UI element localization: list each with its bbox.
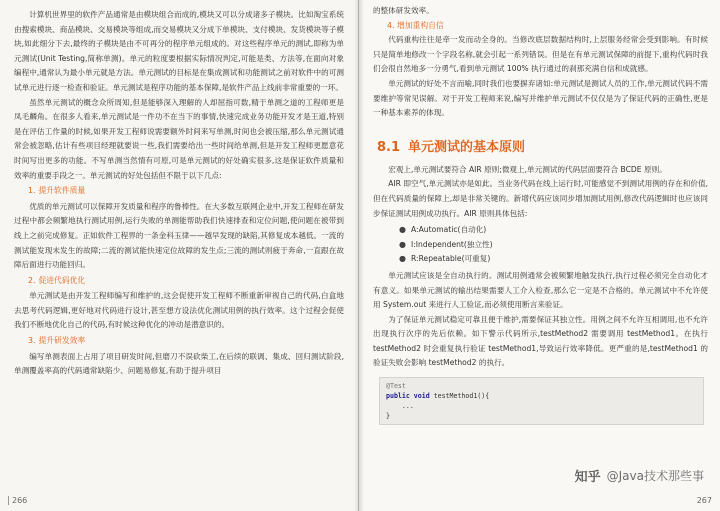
- section-heading: [377, 136, 708, 155]
- page-number-left: 266: [8, 496, 27, 505]
- section-title: 单元测试的基本原则: [408, 139, 526, 155]
- benefit-heading-efficiency: 3. 提升研发效率: [28, 336, 86, 346]
- benefit-efficiency-paragraph: 编写单测表面上占用了项目研发时间,但磨刀不误砍柴工,在后续的联调、集成、回归测试阶段,单测覆盖率高的代码通常缺陷少、问题易修复,有助于提升项目: [14, 351, 344, 376]
- zhihu-logo: 知乎: [574, 470, 601, 485]
- independent-paragraph: 为了保证单元测试稳定可靠且便于维护,需要保证其独立性。用例之间不允许互相调用,也不允许出现执行次序的先后依赖。如下警示代码所示,testMethod2 需要调用 testMethod1。在执行 testMethod2 时会重复执行验证 testMethod1,导致运行效率降低。更严重的是,testMethod1 的验证失败会影响 testMethod2 的执行。: [373, 314, 708, 368]
- benefit-quality-paragraph: 优质的单元测试可以保障开发质量和程序的鲁棒性。在大多数互联网企业中,开发工程师在研发过程中都会频繁地执行测试用例,运行失败的单测能帮助我们快速排查和定位问题,使问题在被带到线上之前完成修复。正如软件工程界的一条金科玉律——越早发现的缺陷,其修复成本越低。一流的测试能发现未发生的故障;二流的测试能快速定位故障的发生点;三流的测试则疲于奔命,一直跟在故障后面进行功能回归。: [14, 201, 344, 270]
- intro-paragraph: 计算机世界里的软件产品通常是由模块组合而成的,模块又可以分成诸多子模块。比如淘宝系统由搜索模块、商品模块、交易模块等组成,而交易模块又分成下单模块、支付模块、发货模块等子模块,如此细分下去,最终的子模块是由不可再分的程序单元组成的。对这些程序单元的测试,即称为单元测试(Unit Testing,简称单测)。单元的粒度要根据实际情况判定,可能是类、方法等,在面向对象编程中,通常认为最小单元就是方法。单元测试的目标是在集成测试和功能测试之前对软件中的可测试单元进行逐一检查和验证。单元测试是程序功能的基本保障,是软件产品上线前非常重要的一环。: [14, 10, 344, 92]
- benefit-heading-quality: 1. 提升软件质量: [28, 186, 86, 196]
- bullet-dot-icon: ●: [399, 239, 406, 249]
- bullet-repeatable: ● R:Repeatable(可重复): [399, 254, 491, 264]
- code-method-signature: public void testMethod1(){: [386, 392, 490, 401]
- code-close-brace: }: [386, 412, 390, 421]
- air-explain-paragraph: AIR 即空气,单元测试亦是如此。当业务代码在线上运行时,可能感觉不到测试用例的存在和价值,但在代码质量的保障上,却是非常关键的。新增代码应该同步增加测试用例,修改代码逻辑时也应该同步保证测试用例成功执行。AIR 原则具体包括:: [373, 179, 708, 218]
- continued-line: 的整体研发效率。: [373, 6, 434, 15]
- code-body: ...: [386, 402, 414, 411]
- bullet-automatic: ● A:Automatic(自动化): [399, 225, 487, 235]
- code-block: [379, 377, 704, 425]
- bullet-dot-icon: ●: [399, 225, 406, 235]
- watermark-author: @Java技术那些事: [606, 469, 704, 483]
- bullet-independent: ● I:Independent(独立性): [399, 239, 493, 249]
- code-annotation: @Test: [386, 382, 406, 391]
- air-bcde-paragraph: 宏观上,单元测试要符合 AIR 原则;微观上,单元测试的代码层面要符合 BCDE 原则。: [388, 164, 667, 174]
- bullet-dot-icon: ●: [399, 254, 406, 264]
- benefit-refactor-paragraph: 代码重构往往是牵一发而动全身的。当修改底层数据结构时,上层服务经常会受到影响。有时候只是简单地修改一个字段名称,就会引起一系列错误。但是在有单元测试保障的前提下,重构代码时我们会很自然地多一分勇气,看到单元测试 100% 执行通过的刹那充满自信和成就感。: [373, 35, 708, 74]
- section-number: 8.1: [377, 139, 401, 155]
- benefit-heading-refactor: 4. 增加重构自信: [387, 20, 444, 30]
- benefit-optimize-paragraph: 单元测试是由开发工程师编写和维护的,这会促使开发工程师不断重新审视自己的代码,白盒地去思考代码逻辑,更好地对代码进行设计,甚至想方设法优化测试用例的执行效率。这个过程会促使我们不断地优化自己的代码,有时候这种优化的冲动是潜意识的。: [14, 291, 344, 330]
- automatic-paragraph: 单元测试应该是全自动执行的。测试用例通常会被频繁地触发执行,执行过程必须完全自动化才有意义。如果单元测试的输出结果需要人工介入检查,那么它一定是不合格的。单元测试中不允许使用 System.out 来进行人工验证,而必须使用断言来验证。: [373, 270, 708, 310]
- left-page: [0, 0, 359, 511]
- zhihu-watermark: [575, 466, 704, 485]
- page-number-right: 267: [696, 496, 712, 505]
- misconception-paragraph: 单元测试的好处不言而喻,同时我们也要摒弃诸如:单元测试是测试人员的工作,单元测试代码不需要维护等常见误解。对于开发工程师来说,编写并维护单元测试不仅仅是为了保证代码的正确性,更是一种基本素养的体现。: [373, 78, 708, 118]
- air-bullet-list: [399, 223, 708, 267]
- benefit-heading-optimize: 2. 促进代码优化: [28, 275, 86, 285]
- book-gutter: [354, 0, 364, 511]
- right-page: [359, 0, 720, 511]
- benefits-intro-paragraph: 虽然单元测试的概念众所周知,但是能够深入理解的人却屈指可数,精于单测之道的工程师更是凤毛麟角。在很多人看来,单元测试是一件功不在当下的事情,快速完成业务功能开发才是王道,特别是在评估工作量的时候,如果开发工程师说需要额外时间来写单测,时间也会被压缩,那么单元测试通常会被忽略,估计有些项目经理就要说一些,我们需要给出一些时间给单测,但是开发工程师更愿意花时间写出更多的功能。不写单测当然情有可原,可是单元测试的好处确实很多,这是保证软件质量和效率的重要手段之一。单元测试的好处包括但不限于以下几点:: [14, 97, 344, 180]
